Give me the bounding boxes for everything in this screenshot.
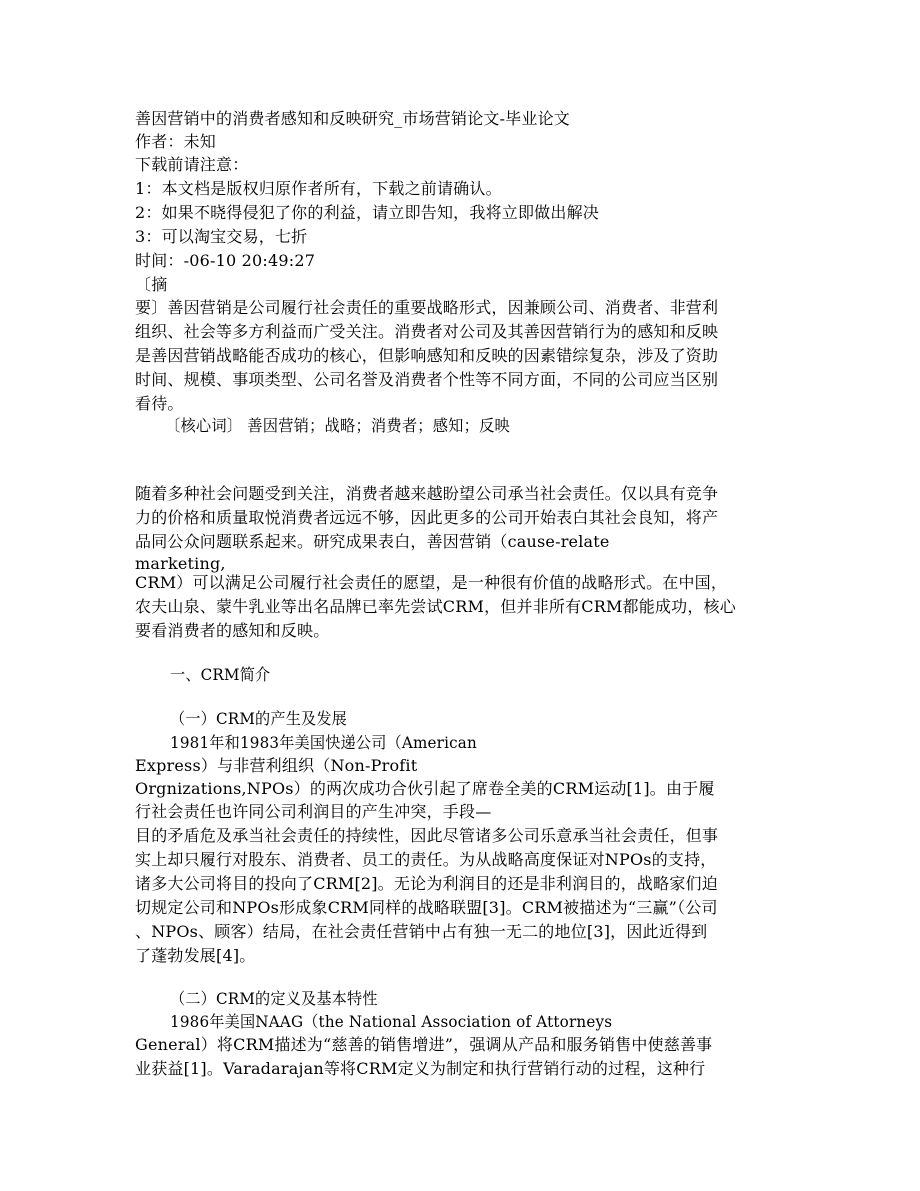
keywords-line: 〔核心词〕 善因营销；战略；消费者；感知；反映 — [165, 416, 510, 435]
body-line: 业获益[1]。Varadarajan等将CRM定义为制定和执行营销行动的过程，这种行 — [135, 1059, 706, 1078]
intro-line: 品同公众问题联系起来。研究成果表白，善因营销（cause-relate — [135, 532, 610, 551]
body-line: 目的矛盾危及承当社会责任的持续性，因此尽管诸多公司乐意承当社会责任，但事 — [135, 826, 719, 845]
subsection-title: （一）CRM的产生及发展 — [170, 709, 348, 728]
body-line: Express）与非营利组织（Non-Profit — [135, 756, 418, 775]
intro-line: 要看消费者的感知和反映。 — [135, 621, 330, 640]
notice-item-2: 2：如果不晓得侵犯了你的利益，请立即告知，我将立即做出解决 — [135, 203, 599, 222]
document-title: 善因营销中的消费者感知和反映研究_市场营销论文-毕业论文 — [135, 109, 571, 128]
timestamp-line: 时间：-06-10 20:49:27 — [135, 251, 316, 270]
abstract-line: 组织、社会等多方利益而广受关注。消费者对公司及其善因营销行为的感知和反映 — [135, 322, 719, 341]
body-line: Orgnizations,NPOs）的两次成功合伙引起了席卷全美的CRM运动[1]。由于履 — [135, 779, 715, 798]
section-title: 一、CRM简介 — [170, 665, 271, 684]
body-line: 1986年美国NAAG（the National Association of Attorneys — [170, 1012, 613, 1031]
body-line: General）将CRM描述为“慈善的销售增进”，强调从产品和服务销售中使慈善事 — [135, 1035, 713, 1054]
subsection-title: （二）CRM的定义及基本特性 — [170, 989, 378, 1008]
body-line: 了蓬勃发展[4]。 — [135, 946, 256, 965]
body-line: 行社会责任也许同公司利润目的产生冲突，手段— — [135, 802, 492, 821]
body-line: 切规定公司和NPOs形成象CRM同样的战略联盟[3]。CRM被描述为“三赢”（公司 — [135, 898, 718, 917]
author-line: 作者：未知 — [135, 132, 217, 151]
body-line: 1981年和1983年美国快递公司（American — [170, 733, 477, 752]
body-line: 诸多大公司将目的投向了CRM[2]。无论为利润目的还是非利润目的，战略家们迫 — [135, 874, 718, 893]
intro-line: 农夫山泉、蒙牛乳业等出名品牌已率先尝试CRM，但并非所有CRM都能成功，核心 — [135, 597, 736, 616]
notice-heading: 下载前请注意： — [135, 155, 249, 174]
notice-item-1: 1：本文档是版权归原作者所有，下载之前请确认。 — [135, 179, 502, 198]
notice-item-3: 3：可以淘宝交易，七折 — [135, 227, 308, 246]
abstract-line: 看待。 — [135, 394, 184, 413]
body-line: 、NPOs、顾客）结局，在社会责任营销中占有独一无二的地位[3]，因此近得到 — [135, 922, 708, 941]
abstract-label: 〔摘 — [135, 275, 168, 294]
intro-line: 随着多种社会问题受到关注，消费者越来越盼望公司承当社会责任。仅以具有竞争 — [135, 484, 719, 503]
abstract-line: 时间、规模、事项类型、公司名誉及消费者个性等不同方面，不同的公司应当区别 — [135, 370, 719, 389]
intro-line: 力的价格和质量取悦消费者远远不够，因此更多的公司开始表白其社会良知，将产 — [135, 508, 719, 527]
intro-line: CRM）可以满足公司履行社会责任的愿望，是一种很有价值的战略形式。在中国， — [135, 573, 728, 592]
abstract-line: 是善因营销战略能否成功的核心，但影响感知和反映的因素错综复杂，涉及了资助 — [135, 346, 719, 365]
intro-line: marketing, — [135, 554, 226, 573]
abstract-line: 要〕善因营销是公司履行社会责任的重要战略形式，因兼顾公司、消费者、非营利 — [135, 298, 719, 317]
body-line: 实上却只履行对股东、消费者、员工的责任。为从战略高度保证对NPOs的支持， — [135, 850, 717, 869]
